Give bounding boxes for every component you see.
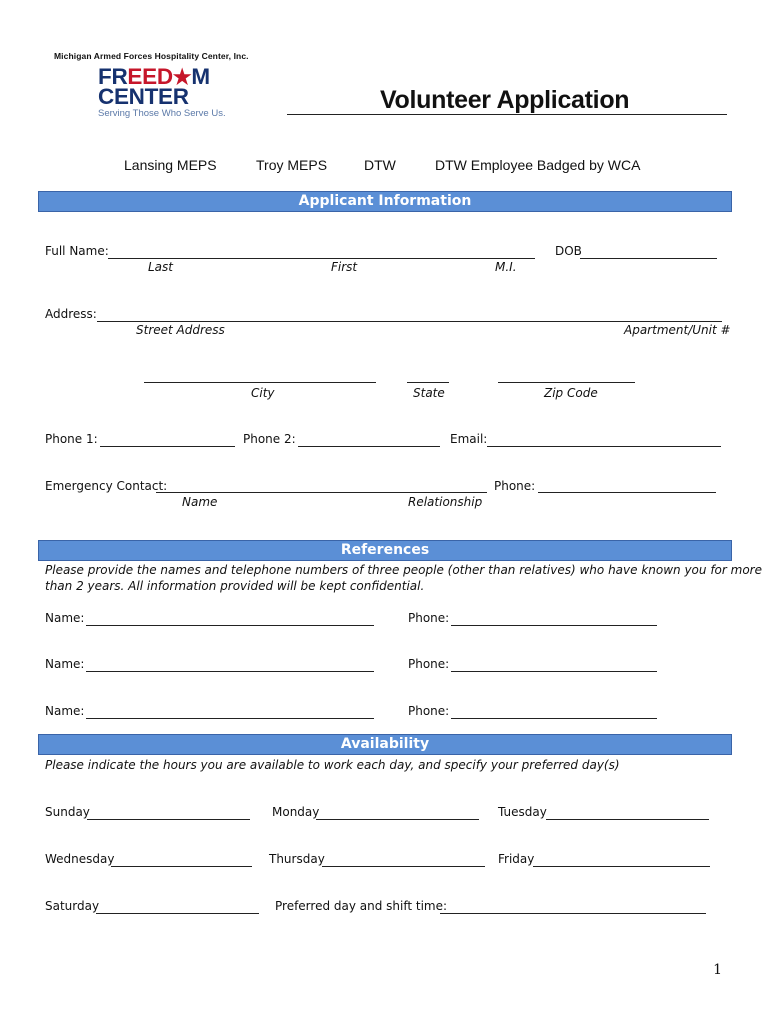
full-name-label: Full Name: [45, 244, 109, 258]
address-field[interactable] [97, 321, 722, 322]
state-field[interactable] [407, 382, 449, 383]
emergency-contact-label: Emergency Contact: [45, 479, 168, 493]
zip-code-caption: Zip Code [544, 386, 598, 400]
tuesday-hours-field[interactable] [546, 819, 709, 820]
title-underline [287, 114, 727, 115]
emergency-contact-field[interactable] [156, 492, 487, 493]
wednesday-hours-field[interactable] [111, 866, 252, 867]
emergency-name-caption: Name [182, 495, 218, 509]
preferred-day-label: Preferred day and shift time: [275, 899, 448, 913]
logo-line-freedom: FREED★M [98, 64, 210, 89]
dob-label: DOB [555, 244, 582, 258]
reference-2-phone-field[interactable] [451, 671, 657, 672]
sunday-label: Sunday [45, 805, 90, 819]
full-name-field[interactable] [108, 258, 535, 259]
reference-3-name-field[interactable] [86, 718, 374, 719]
state-caption: State [413, 386, 445, 400]
email-field[interactable] [487, 446, 721, 447]
location-option-lansing[interactable]: Lansing MEPS [124, 157, 217, 173]
reference-1-phone-label: Phone: [408, 611, 450, 625]
phone-2-label: Phone 2: [243, 432, 296, 446]
reference-3-phone-field[interactable] [451, 718, 657, 719]
reference-2-name-label: Name: [45, 657, 85, 671]
reference-2-phone-label: Phone: [408, 657, 450, 671]
tuesday-label: Tuesday [498, 805, 547, 819]
zip-code-field[interactable] [498, 382, 635, 383]
saturday-hours-field[interactable] [96, 913, 259, 914]
emergency-phone-field[interactable] [538, 492, 716, 493]
monday-hours-field[interactable] [316, 819, 479, 820]
reference-2-name-field[interactable] [86, 671, 374, 672]
page-title: Volunteer Application [380, 86, 630, 114]
email-label: Email: [450, 432, 488, 446]
thursday-label: Thursday [269, 852, 325, 866]
thursday-hours-field[interactable] [322, 866, 485, 867]
references-intro-line-1: Please provide the names and telephone numbers of three people (other than relatives) who have known you for more [45, 563, 762, 577]
emergency-phone-label: Phone: [494, 479, 536, 493]
availability-intro: Please indicate the hours you are available to work each day, and specify your preferred day(s) [45, 758, 620, 772]
monday-label: Monday [272, 805, 320, 819]
location-option-troy[interactable]: Troy MEPS [256, 157, 328, 173]
apartment-caption: Apartment/Unit # [624, 323, 731, 337]
middle-initial-caption: M.I. [495, 260, 517, 274]
page-number: 1 [713, 962, 722, 978]
section-availability: Availability [38, 734, 732, 755]
section-applicant-information: Applicant Information [38, 191, 732, 212]
logo-line-center: CENTER [98, 84, 189, 109]
street-address-caption: Street Address [136, 323, 225, 337]
references-intro-line-2: than 2 years. All information provided will be kept confidential. [45, 579, 425, 593]
wednesday-label: Wednesday [45, 852, 115, 866]
reference-1-name-label: Name: [45, 611, 85, 625]
first-name-caption: First [331, 260, 358, 274]
last-name-caption: Last [148, 260, 173, 274]
section-references: References [38, 540, 732, 561]
preferred-day-field[interactable] [440, 913, 706, 914]
star-icon: ★ [172, 66, 192, 89]
location-option-dtw[interactable]: DTW [364, 157, 396, 173]
phone-1-label: Phone 1: [45, 432, 98, 446]
relationship-caption: Relationship [408, 495, 483, 509]
dob-field[interactable] [580, 258, 717, 259]
address-label: Address: [45, 307, 97, 321]
organization-name: Michigan Armed Forces Hospitality Center, Inc. [54, 51, 249, 61]
friday-label: Friday [498, 852, 535, 866]
phone-1-field[interactable] [100, 446, 235, 447]
sunday-hours-field[interactable] [87, 819, 250, 820]
reference-3-phone-label: Phone: [408, 704, 450, 718]
reference-3-name-label: Name: [45, 704, 85, 718]
logo-tagline: Serving Those Who Serve Us. [98, 108, 226, 119]
freedom-center-logo [98, 64, 210, 109]
city-caption: City [251, 386, 275, 400]
phone-2-field[interactable] [298, 446, 440, 447]
reference-1-name-field[interactable] [86, 625, 374, 626]
location-option-dtw-badged[interactable]: DTW Employee Badged by WCA [435, 157, 641, 173]
friday-hours-field[interactable] [533, 866, 710, 867]
city-field[interactable] [144, 382, 376, 383]
reference-1-phone-field[interactable] [451, 625, 657, 626]
saturday-label: Saturday [45, 899, 100, 913]
